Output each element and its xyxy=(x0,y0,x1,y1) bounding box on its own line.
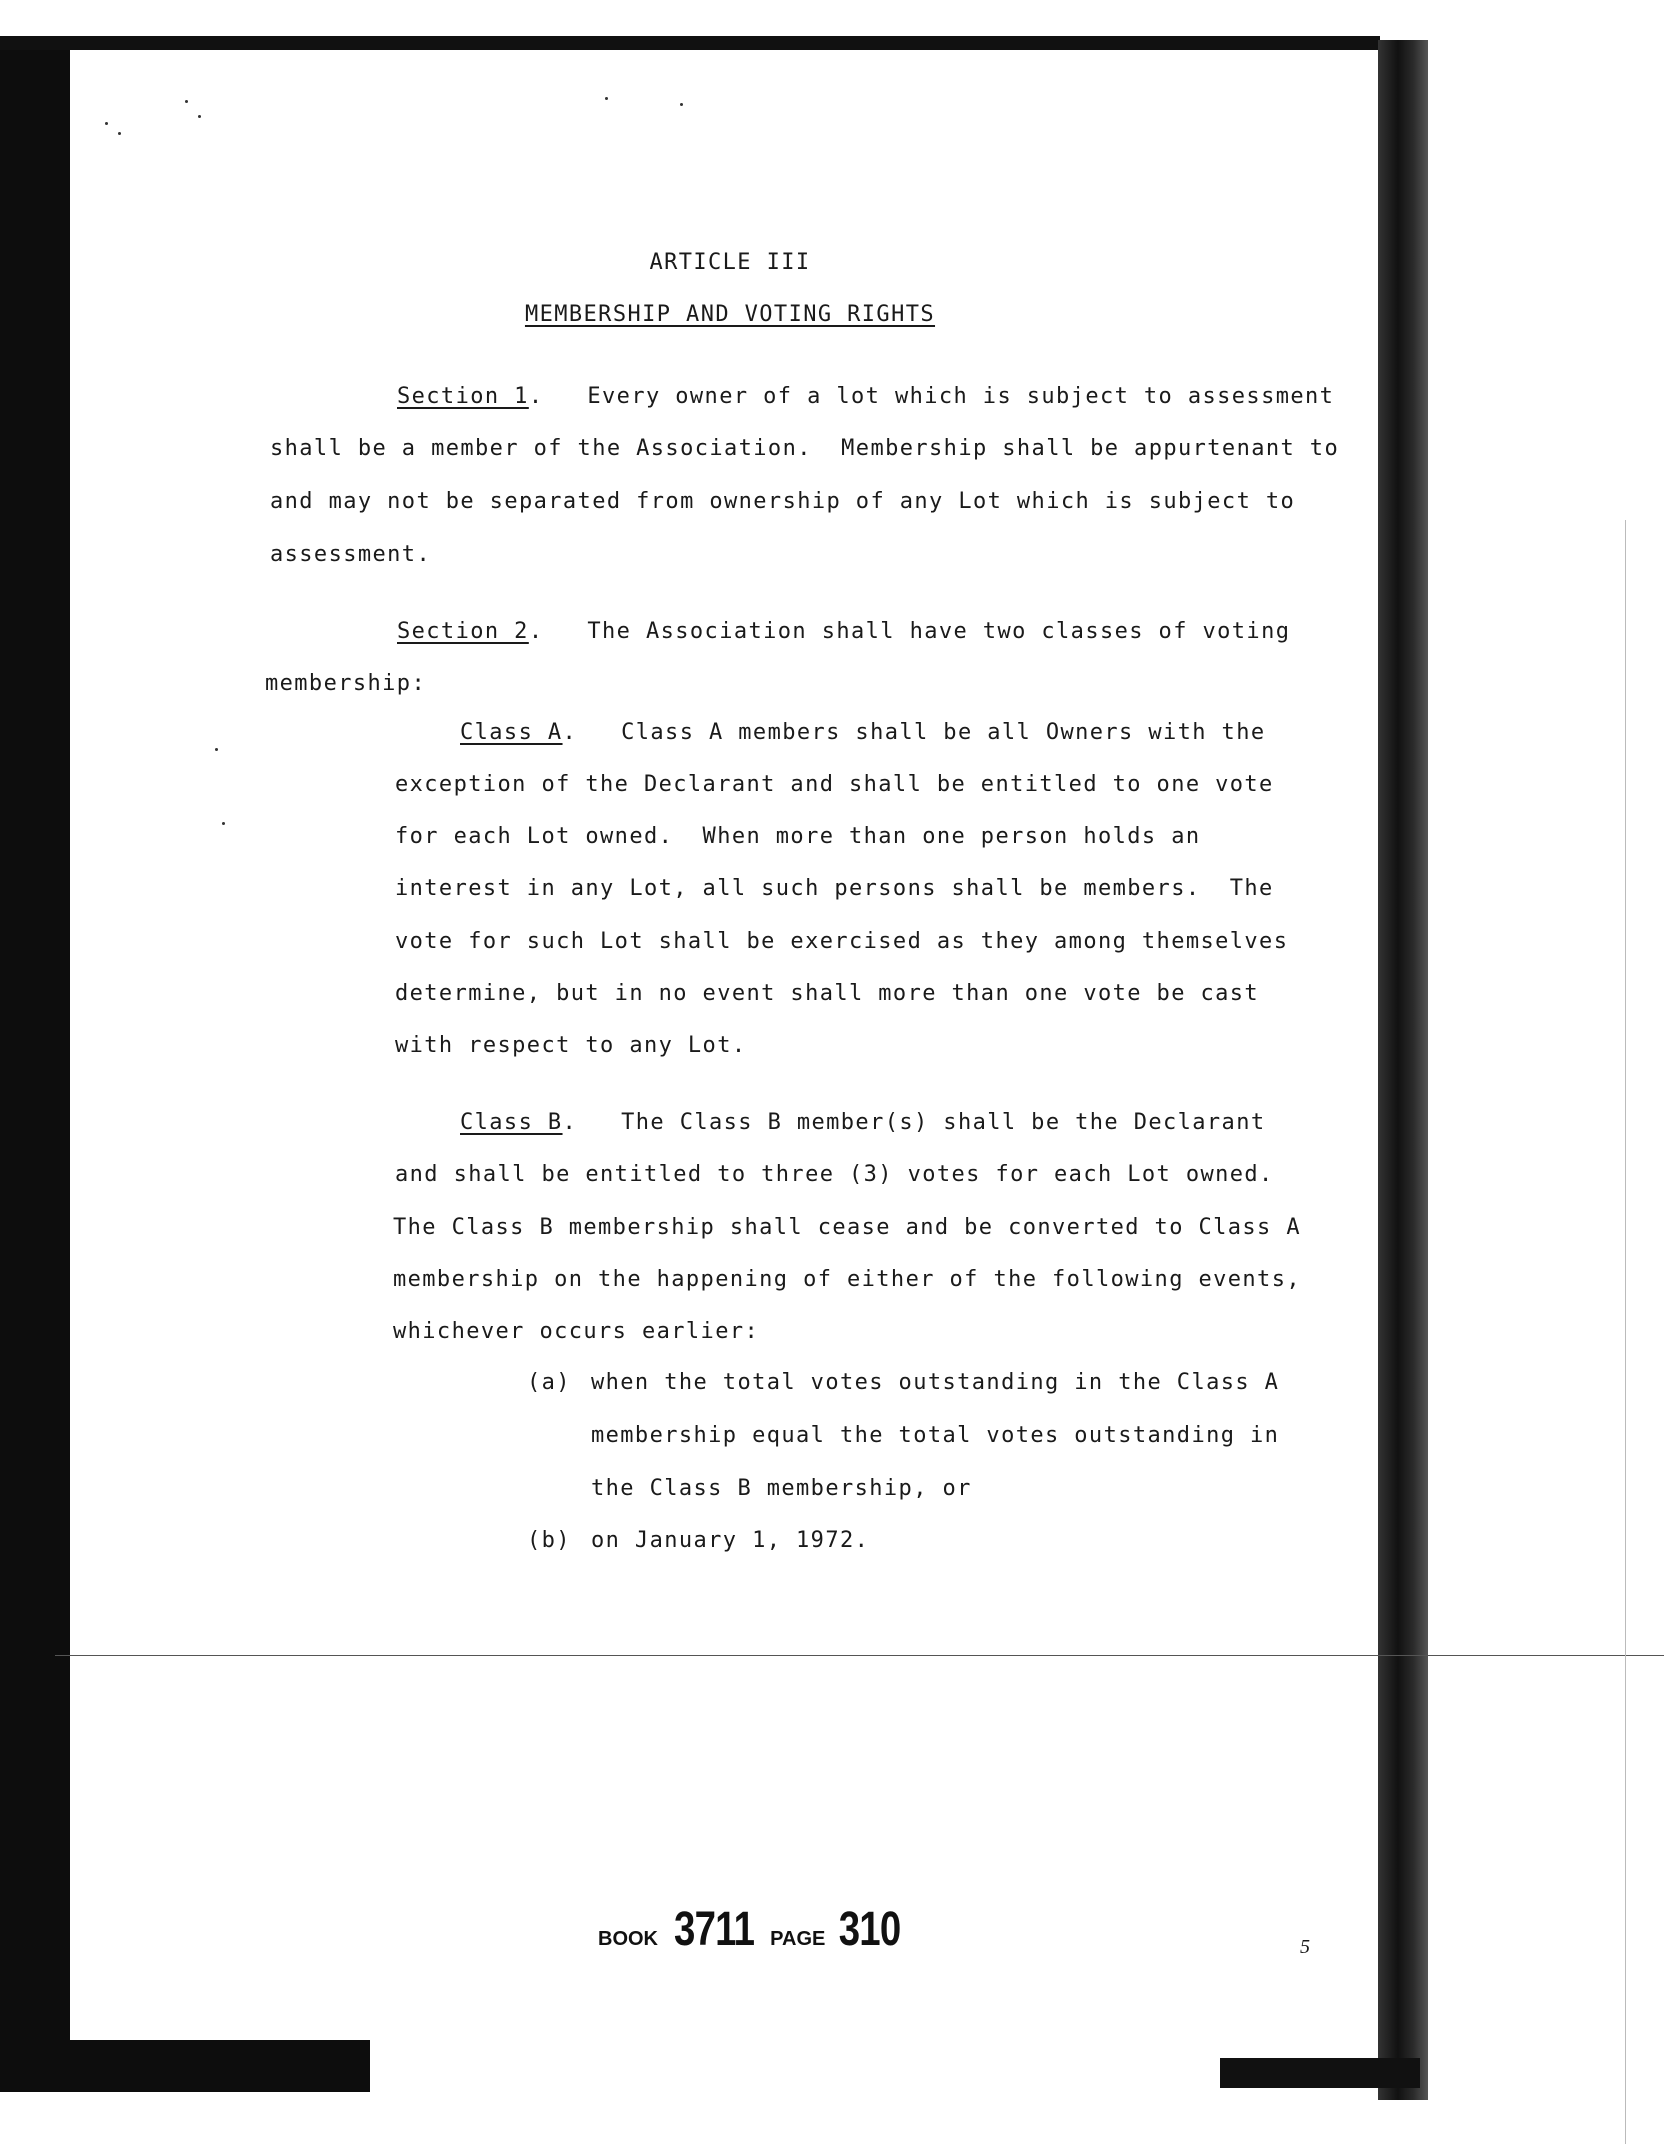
page-mark: 5 xyxy=(1300,1936,1310,1958)
item-a-line-2: membership equal the total votes outstanding in xyxy=(591,1423,1280,1448)
class-a-line-3: for each Lot owned. When more than one person holds an xyxy=(395,824,1201,849)
book-label: BOOK xyxy=(598,1928,658,1950)
class-a-line-4: interest in any Lot, all such persons shall be members. The xyxy=(395,876,1274,901)
item-a-line-1: when the total votes outstanding in the Class A xyxy=(591,1370,1280,1395)
item-a-marker: (a) xyxy=(527,1370,571,1395)
section-1-paragraph-start xyxy=(397,384,1334,410)
section-2-line-2: membership: xyxy=(265,671,427,696)
class-a-line-1: . Class A members shall be all Owners with the xyxy=(562,720,1266,745)
class-b-paragraph-start xyxy=(460,1110,1266,1136)
item-b-marker: (b) xyxy=(527,1528,571,1553)
class-a-line-5: vote for such Lot shall be exercised as they among themselves xyxy=(395,929,1289,954)
section-2-label: Section 2 xyxy=(397,619,529,644)
section-1-line-1: . Every owner of a lot which is subject to assessment xyxy=(528,384,1335,409)
class-b-line-2: and shall be entitled to three (3) votes for each Lot owned. xyxy=(395,1162,1274,1187)
class-a-label: Class A xyxy=(460,720,563,745)
page-label: PAGE xyxy=(770,1928,826,1950)
section-1-line-3: and may not be separated from ownership of any Lot which is subject to xyxy=(270,489,1296,514)
class-a-line-6: determine, but in no event shall more than one vote be cast xyxy=(395,981,1260,1006)
section-1-line-2: shall be a member of the Association. Membership shall be appurtenant to xyxy=(270,436,1340,461)
section-1-label: Section 1 xyxy=(397,384,529,409)
item-a-line-3: the Class B membership, or xyxy=(591,1476,972,1501)
class-b-line-4: membership on the happening of either of the following events, xyxy=(393,1267,1301,1292)
section-1-line-4: assessment. xyxy=(270,542,432,567)
article-title: ARTICLE III xyxy=(649,250,811,275)
class-a-line-7: with respect to any Lot. xyxy=(395,1033,747,1058)
class-b-label: Class B xyxy=(460,1110,563,1135)
class-a-paragraph-start xyxy=(460,720,1266,746)
section-2-paragraph-start xyxy=(397,619,1290,645)
class-b-line-3: The Class B membership shall cease and be converted to Class A xyxy=(393,1215,1301,1240)
book-page-stamp xyxy=(598,1902,908,1957)
section-2-line-1: . The Association shall have two classes of voting xyxy=(528,619,1291,644)
class-b-line-1: . The Class B member(s) shall be the Declarant xyxy=(562,1110,1266,1135)
article-heading: MEMBERSHIP AND VOTING RIGHTS xyxy=(524,302,936,327)
item-b-line-1: on January 1, 1972. xyxy=(591,1528,870,1553)
page-number: 310 xyxy=(839,1903,901,1956)
class-b-line-5: whichever occurs earlier: xyxy=(393,1319,760,1344)
book-number: 3711 xyxy=(674,1903,755,1956)
class-a-line-2: exception of the Declarant and shall be entitled to one vote xyxy=(395,772,1274,797)
